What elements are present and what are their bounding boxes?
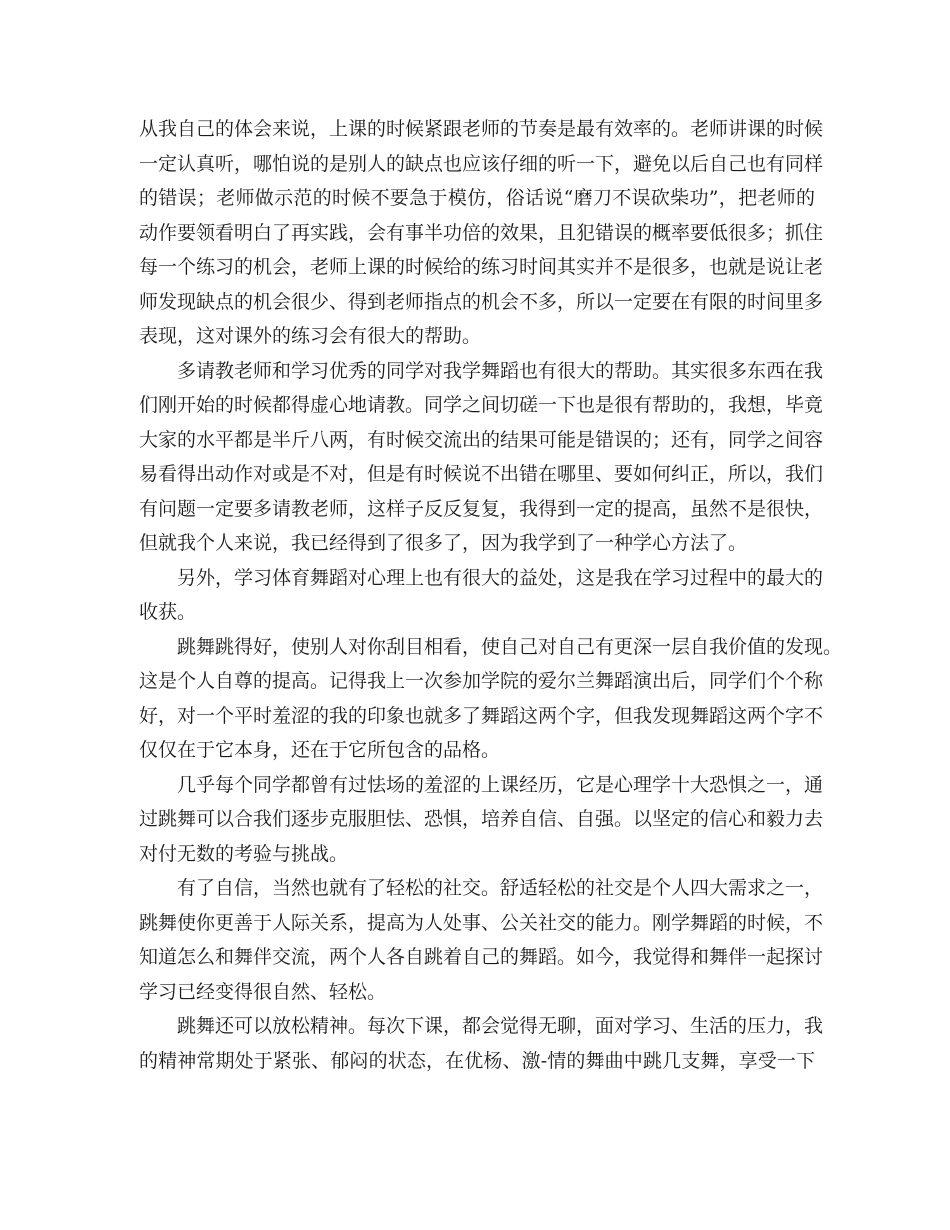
paragraph (139, 1009, 824, 1078)
text-line: 知道怎么和舞伴交流，两个人各自跳着自己的舞蹈。如今，我觉得和舞伴一起探讨 (139, 946, 824, 968)
text-line: 过跳舞可以合我们逐步克服胆怯、恐惧，培养自信、自强。以坚定的信心和毅力去 (139, 808, 824, 830)
text-line: 这是个人自尊的提高。记得我上一次参加学院的爱尔兰舞蹈演出后，同学们个个称 (139, 670, 824, 692)
text-line: 但就我个人来说，我已经得到了很多了，因为我学到了一种学心方法了。 (139, 532, 748, 554)
text-line: 们刚开始的时候都得虚心地请教。同学之间切磋一下也是很有帮助的，我想，毕竟 (139, 394, 824, 416)
paragraph (139, 871, 824, 1009)
text-line: 师发现缺点的机会很少、得到老师指点的机会不多，所以一定要在有限的时间里多 (139, 290, 824, 313)
document-body (139, 112, 843, 1078)
text-line: 有了自信，当然也就有了轻松的社交。舒适轻松的社交是个人四大需求之一， (177, 877, 824, 899)
text-line: 大家的水平都是半斤八两，有时候交流出的结果可能是错误的；还有，同学之间容 (139, 428, 824, 451)
text-line: 好，对一个平时羞涩的我的印象也就多了舞蹈这两个字，但我发现舞蹈这两个字不 (139, 704, 824, 727)
text-line: 跳舞使你更善于人际关系，提高为人处事、公关社交的能力。刚学舞蹈的时候，不 (139, 911, 824, 934)
text-line: 跳舞跳得好，使别人对你刮目相看，使自己对自己有更深一层自我价值的发现。 (177, 635, 843, 658)
text-line: 从我自己的体会来说，上课的时候紧跟老师的节奏是最有效率的。老师讲课的时候 (139, 118, 824, 140)
paragraph (139, 630, 843, 768)
paragraph (139, 561, 824, 630)
text-line: 动作要领看明白了再实践，会有事半功倍的效果，且犯错误的概率要低很多；抓住 (139, 221, 824, 244)
text-line: 多请教老师和学习优秀的同学对我学舞蹈也有很大的帮助。其实很多东西在我 (177, 359, 824, 382)
text-line: 对付无数的考验与挑战。 (139, 842, 349, 865)
text-line: 表现，这对课外的练习会有很大的帮助。 (139, 325, 482, 347)
text-line: 收获。 (139, 601, 197, 623)
paragraph (139, 112, 824, 354)
text-line: 的精神常期处于紧张、郁闷的状态，在优杨、激-情的舞曲中跳几支舞，享受一下 (139, 1049, 815, 1072)
text-line: 一定认真听，哪怕说的是别人的缺点也应该仔细的听一下，避免以后自己也有同样 (139, 152, 824, 175)
text-line: 学习已经变得很自然、轻松。 (139, 980, 387, 1003)
text-line: 的错误；老师做示范的时候不要急于模仿，俗话说“磨刀不误砍柴功”，把老师的 (139, 187, 815, 209)
text-line: 几乎每个同学都曾有过怯场的羞涩的上课经历，它是心理学十大恐惧之一，通 (177, 773, 824, 796)
paragraph (139, 768, 824, 872)
text-line: 有问题一定要多请教老师，这样子反反复复，我得到一定的提高，虽然不是很快， (139, 497, 824, 520)
text-line: 易看得出动作对或是不对，但是有时候说不出错在哪里、要如何纠正，所以，我们 (139, 463, 824, 485)
text-line: 另外，学习体育舞蹈对心理上也有很大的益处，这是我在学习过程中的最大的 (177, 566, 824, 589)
text-line: 跳舞还可以放松精神。每次下课，都会觉得无聊，面对学习、生活的压力，我 (177, 1015, 824, 1037)
text-line: 每一个练习的机会，老师上课的时候给的练习时间其实并不是很多，也就是说让老 (139, 256, 824, 278)
paragraph (139, 354, 824, 561)
text-line: 仅仅在于它本身，还在于它所包含的品格。 (139, 739, 501, 761)
